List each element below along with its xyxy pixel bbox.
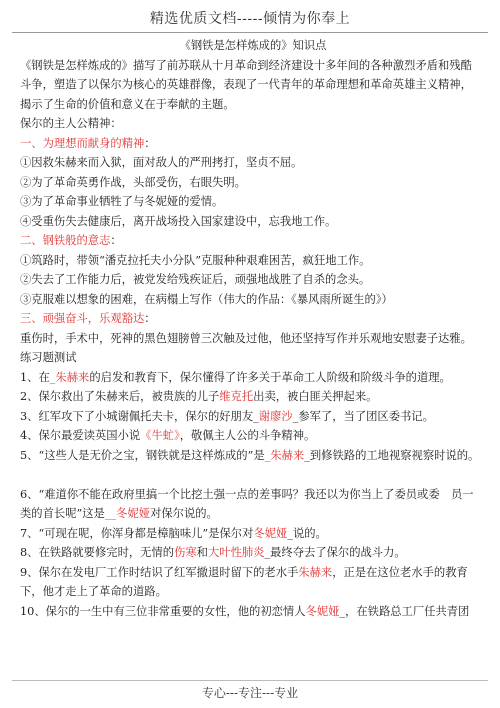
section-number: 一、 [20,136,43,150]
question-7 [20,524,486,544]
question-text: 的启发和教育下，保尔懂得了许多关于革命工人阶级和阶级斗争的道理。 [89,370,451,384]
question-text: _最终夺去了保尔的战斗力。 [264,546,406,559]
question-text: 类的首长呢”这是 [20,507,105,520]
question-text: ，正是在这位老水手的教育 [332,565,468,579]
section-title: 为理想而献身的精神 [42,136,145,150]
answer: 谢廖沙 [258,409,293,423]
list-item: ④受重伤失去健康后，离开战场投入国家建设中，忘我地工作。 [20,214,337,228]
question-9 [20,563,486,583]
question-text: 7、“可现在呢，你浑身都是樟脑味儿”是保尔对 [20,526,254,540]
spirit-heading: 保尔的主人公精神： [20,117,122,130]
question-text: 2、保尔救出了朱赫来后，被贵族的儿子 [20,390,220,403]
answer: 冬妮娅 [253,526,288,540]
answer: __冬妮娅 [104,507,151,520]
section-colon: ： [110,234,122,247]
section-text: 重伤时，手术中，死神的黑色翅膀曾三次触及过他，他还坚持写作并乐观地安慰妻子达雅。 [20,331,472,345]
question-text: 4、保尔最爱读英国小说 [20,429,141,442]
answer: 伤寒 [174,546,197,559]
section-heading-3 [20,309,486,329]
question-text: 8、在铁路就要修完时，无情的 [20,546,175,559]
list-item: ②为了革命英勇作战，头部受伤，右眼失明。 [20,175,246,189]
question-text: 3、红军攻下了小城谢佩托夫卡，保尔的好朋友_ [20,409,259,423]
question-text: _说的。 [287,526,327,540]
question-text: 1、在 [20,370,50,384]
question-2 [20,387,486,407]
list-item: ③克服难以想象的困难，在病榻上写作（伟大的作品：《暴风雨所诞生的》） [20,292,393,306]
section-number: 三、 [20,312,43,325]
question-9-cont: 下，他才走上了革命的道路。 [20,585,167,598]
section-number: 二、 [20,234,43,247]
question-text: 对保尔说的。 [150,507,218,520]
question-text: 和 [196,546,208,559]
list-item: ②失去了工作能力后，被党发给残疾证后，顽强地战胜了自杀的念头。 [20,273,371,286]
question-text: 10、保尔的一生中有三位非常重要的女性，他的初恋情人 [20,604,306,618]
question-6 [20,485,486,505]
document-body [20,36,486,621]
section-title: 钢铁般的意志 [42,234,111,247]
header-divider [12,32,488,33]
section-heading-1 [20,134,486,154]
question-text: _参军了，当了团区委书记。 [292,409,434,423]
intro-line: 斗争，塑造了以保尔为核心的英雄群像，表现了一代青年的革命理想和革命英雄主义精神， [20,78,472,91]
list-item: ①筑路时，带领“潘克拉托夫小分队”克服种种艰难困苦，疯狂地工作。 [20,253,371,267]
answer: 朱赫来 [298,565,333,579]
blank-line [20,465,486,485]
document-title: 《钢铁是怎样炼成的》知识点 [179,39,327,52]
question-3 [20,407,486,427]
question-10 [20,602,486,622]
page-header: 精选优质文档-----倾情为你奉上 [149,11,351,27]
question-text: 5、“这些人是无价之宝，钢铁就是这样炼成的”是 [20,448,265,462]
exercises-heading: 练习题测试 [20,351,77,364]
question-5 [20,446,486,466]
list-item: ①因救朱赫来而入狱，面对敌人的严刑拷打，坚贞不屈。 [20,156,303,169]
list-item: ③为了革命事业牺牲了与冬妮娅的爱情。 [20,195,224,208]
question-1 [20,368,486,388]
answer: 大叶性肺炎 [207,546,265,559]
section-colon: ： [144,136,156,150]
intro-line: 揭示了生命的价值和意义在于奉献的主题。 [20,97,235,111]
question-text: ，敬佩主人公的斗争精神。 [179,429,316,442]
question-text: 6、“难道你不能在政府里搞一个比挖土强一点的差事吗？我还以为你当上了委员或委 员一 [20,487,474,501]
answer: _朱赫来 [264,448,305,462]
answer: 维克托 [219,390,254,403]
question-text: 9、保尔在发电厂工作时结识了红军撤退时留下的老水手 [20,565,299,579]
question-4 [20,426,486,446]
page-footer: 专心---专注---专业 [201,686,299,700]
section-colon: ： [144,312,156,325]
question-text: _，在铁路总工厂任共青团 [339,604,470,618]
question-text: _到修铁路的工地视察视察时说的。 [304,448,480,462]
footer-divider [12,680,488,681]
question-text: 出卖，被白匪关押起来。 [253,390,378,403]
answer: 冬妮娅 [305,604,340,618]
intro-line: 《钢铁是怎样炼成的》描写了前苏联从十月革命到经济建设十多年间的各种激烈矛盾和残酷 [20,58,472,72]
answer: 《牛虻》 [140,429,180,442]
question-8 [20,543,486,563]
section-title: 顽强奋斗，乐观豁达 [42,312,145,325]
question-6-cont [20,504,486,524]
answer: _朱赫来 [49,370,90,384]
section-heading-2 [20,231,486,251]
